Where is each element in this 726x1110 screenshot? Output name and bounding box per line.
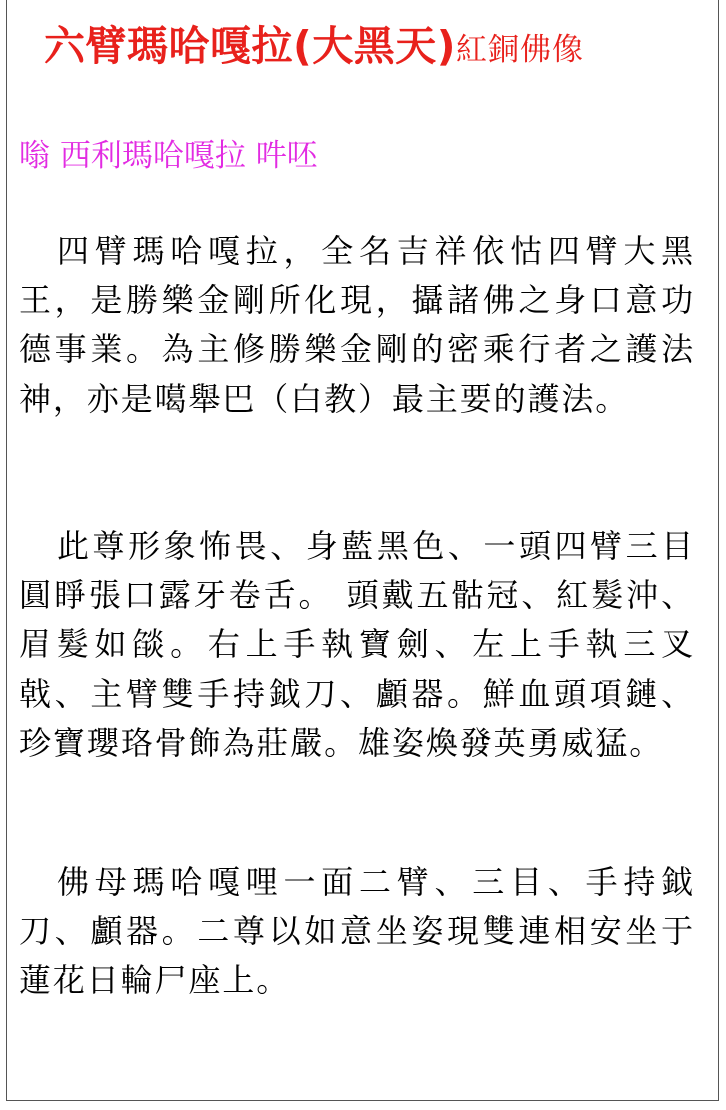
mantra-line: 嗡 西利瑪哈嘎拉 吽呸 (19, 138, 318, 174)
page-title (44, 18, 584, 83)
description-paragraph-1: 四臂瑪哈嘎拉，全名吉祥依怙四臂大黑王，是勝樂金剛所化現，攝諸佛之身口意功德事業。為主修勝樂金剛的密乘行者之護法神，亦是噶舉巴（白教）最主要的護法。 (19, 232, 695, 418)
title-main: 六臂瑪哈嘎拉(大黑天) (44, 22, 456, 70)
title-subtitle: 紅銅佛像 (455, 32, 584, 68)
description-paragraph-3: 佛母瑪哈嘎哩一面二臂、三目、手持鉞刀、顱器。二尊以如意坐姿現雙連相安坐于蓮花日輪尸座上。 (19, 863, 695, 1000)
description-paragraph-2: 此尊形象怖畏、身藍黑色、一頭四臂三目圓睜張口露牙卷舌。 頭戴五骷冠、紅髮沖、眉髮如燄。右上手執寶劍、左上手執三叉戟、主臂雙手持鉞刀、顱器。鮮血頭項鏈、珍寶瓔珞骨飾為莊嚴。雄姿煥發英勇威猛。 (19, 527, 695, 762)
